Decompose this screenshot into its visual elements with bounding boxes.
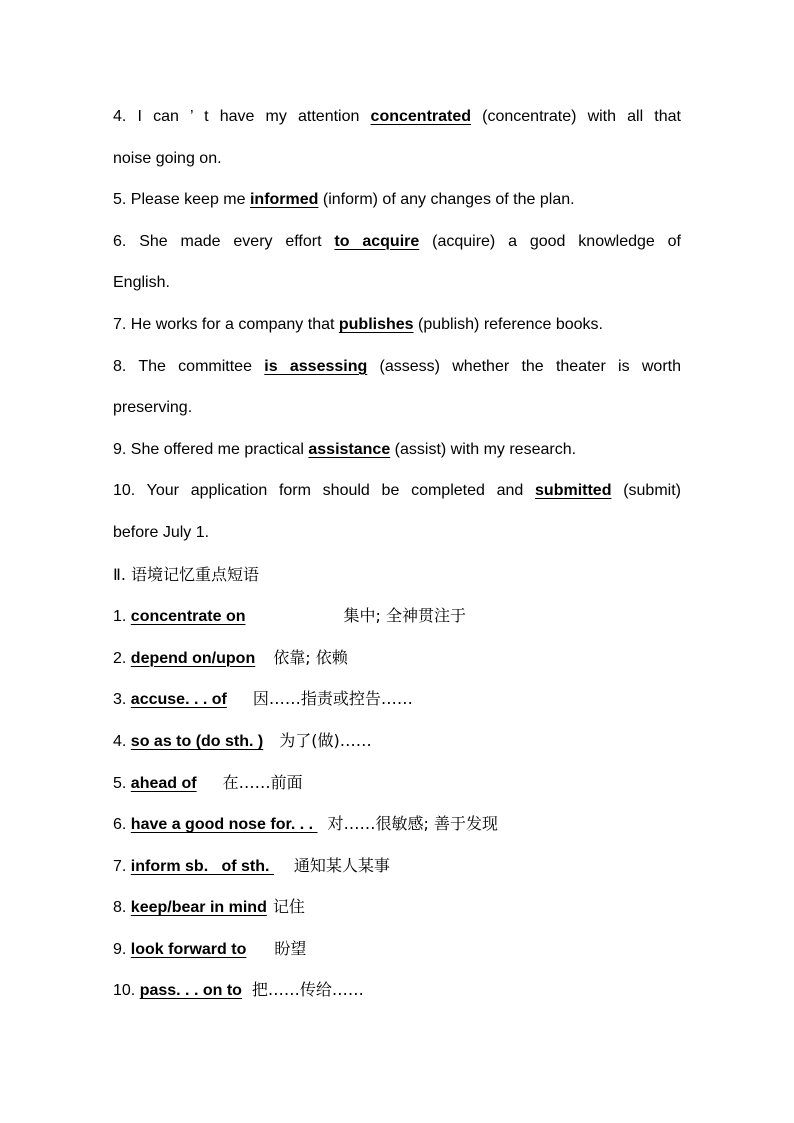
- phrase-text: depend on/upon: [130, 649, 256, 667]
- item-text: 10. Your application form should be completed and: [113, 482, 536, 500]
- item-text: 4. I can ’ t have my attention: [113, 108, 371, 125]
- exercise-item-9: [113, 429, 681, 471]
- answer-text: publishes: [338, 315, 414, 333]
- phrase-text: have a good nose for. . .: [130, 816, 318, 834]
- phrase-text: inform sb. of sth.: [130, 857, 274, 875]
- phrase-number: 1.: [113, 608, 131, 626]
- item-text: (acquire) a good knowledge of: [419, 232, 681, 250]
- phrase-meaning: 盼望: [274, 938, 307, 958]
- phrase-meaning: 为了(做)……: [279, 730, 372, 750]
- phrase-text: concentrate on: [130, 608, 246, 626]
- phrase-item-3: [113, 678, 681, 720]
- exercise-item-4: [113, 96, 681, 138]
- phrase-meaning: 因……指责或控告……: [252, 689, 413, 709]
- item-text: English.: [113, 274, 170, 292]
- phrase-text: keep/bear in mind: [130, 899, 267, 917]
- phrase-number: 3.: [113, 691, 131, 709]
- phrase-text: accuse. . . of: [130, 691, 227, 709]
- answer-text: to acquire: [334, 232, 420, 250]
- phrase-meaning: 依靠; 依赖: [273, 647, 348, 667]
- phrase-number: 6.: [113, 816, 131, 834]
- item-text: (publish) reference books.: [413, 315, 603, 333]
- phrase-text: so as to (do sth. ): [130, 732, 264, 750]
- section-heading: Ⅱ. 语境记忆重点短语: [113, 564, 260, 584]
- phrase-meaning: 集中; 全神贯注于: [343, 606, 466, 626]
- item-text: (concentrate) with all that: [471, 108, 681, 125]
- exercise-item-5: [113, 179, 681, 221]
- phrase-number: 7.: [113, 857, 131, 875]
- answer-text: assistance: [308, 440, 391, 458]
- phrase-item-8: [113, 886, 681, 928]
- phrase-number: 8.: [113, 899, 131, 917]
- exercise-item-6-cont: [113, 262, 681, 304]
- answer-text: concentrated: [370, 108, 472, 125]
- item-text: 7. He works for a company that: [113, 315, 339, 333]
- phrase-number: 10.: [113, 982, 140, 1000]
- phrase-meaning: 记住: [272, 897, 305, 917]
- exercise-item-10-cont: [113, 512, 681, 554]
- exercise-item-8-cont: [113, 387, 681, 429]
- phrase-number: 4.: [113, 732, 131, 750]
- document-page: [113, 96, 681, 1011]
- item-text: preserving.: [113, 399, 193, 417]
- phrase-meaning: 对……很敏感; 善于发现: [327, 814, 498, 834]
- phrase-meaning: 在……前面: [222, 772, 303, 792]
- item-text: 6. She made every effort: [113, 232, 335, 250]
- phrase-item-6: [113, 803, 681, 845]
- phrase-number: 2.: [113, 649, 131, 667]
- phrase-number: 9.: [113, 940, 131, 958]
- phrase-number: 5.: [113, 774, 131, 792]
- phrase-item-1: [113, 595, 681, 637]
- item-text: (inform) of any changes of the plan.: [318, 191, 575, 209]
- phrase-item-2: [113, 637, 681, 679]
- phrase-item-4: [113, 720, 681, 762]
- item-text: (assess) whether the theater is worth: [367, 357, 681, 375]
- exercise-item-7: [113, 304, 681, 346]
- answer-text: submitted: [535, 482, 612, 500]
- phrase-item-10: [113, 969, 681, 1011]
- item-text: 9. She offered me practical: [113, 440, 309, 458]
- item-text: noise going on.: [113, 149, 222, 167]
- phrase-item-7: [113, 845, 681, 887]
- phrase-meaning: 把……传给……: [251, 980, 364, 1000]
- phrase-meaning: 通知某人某事: [293, 855, 390, 875]
- item-text: (assist) with my research.: [390, 440, 577, 458]
- phrase-text: ahead of: [130, 774, 197, 792]
- phrase-item-5: [113, 762, 681, 804]
- item-text: 5. Please keep me: [113, 191, 250, 209]
- exercise-item-6: [113, 221, 681, 263]
- phrase-item-9: [113, 928, 681, 970]
- answer-text: informed: [249, 191, 319, 209]
- item-text: before July 1.: [113, 523, 210, 541]
- item-text: (submit): [611, 482, 681, 500]
- answer-text: is assessing: [264, 357, 368, 375]
- exercise-item-4-cont: [113, 138, 681, 180]
- phrase-text: pass. . . on to: [139, 982, 242, 1000]
- item-text: 8. The committee: [113, 357, 265, 375]
- phrase-text: look forward to: [130, 940, 247, 958]
- exercise-item-10: [113, 470, 681, 512]
- exercise-item-8: [113, 346, 681, 388]
